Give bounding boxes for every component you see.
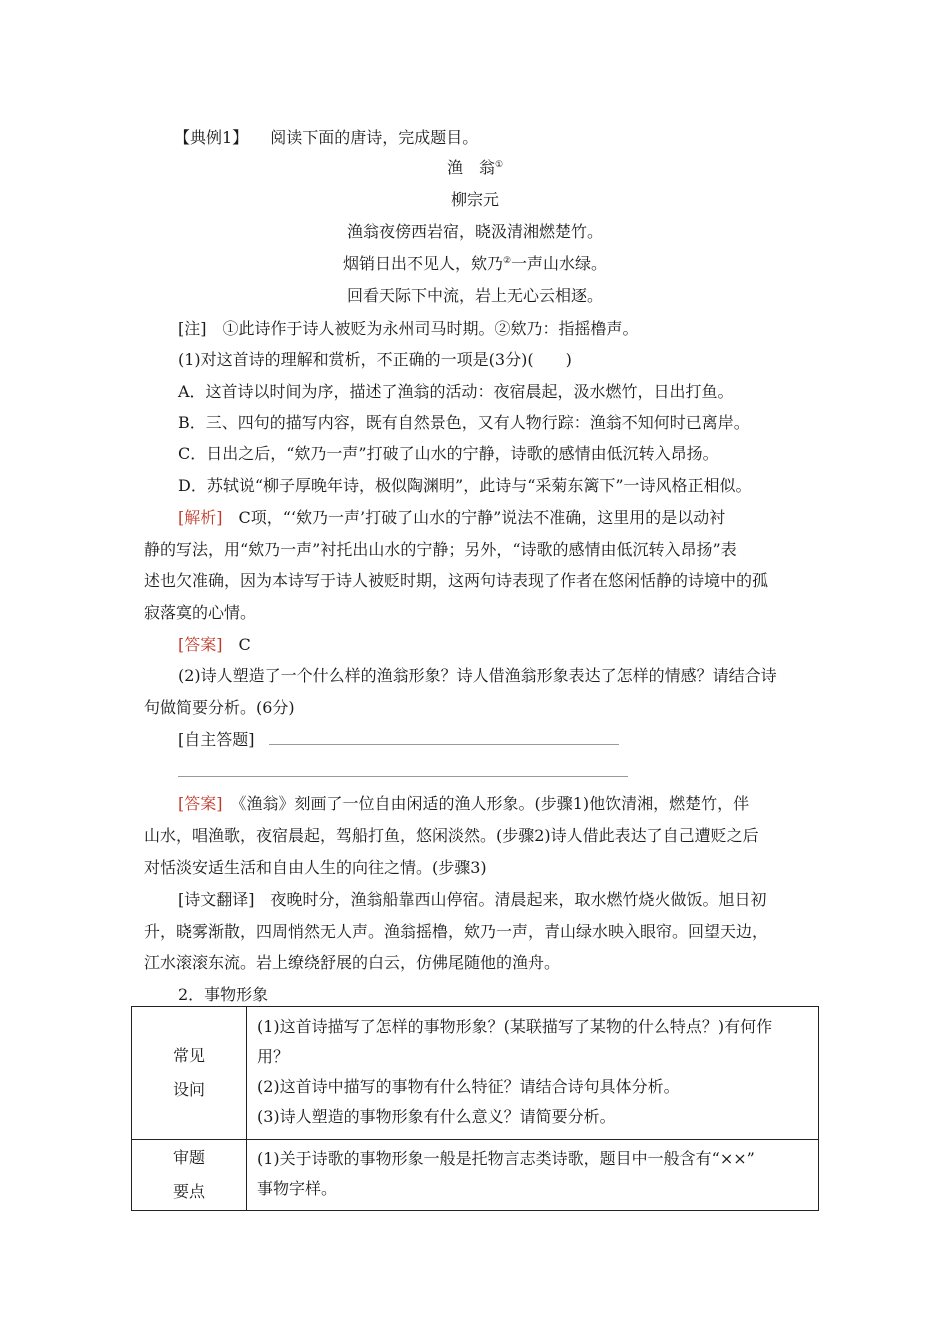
example-instruction: 阅读下面的唐诗，完成题目。: [270, 128, 479, 147]
translation-line: 升，晓雾渐散，四周悄然无人声。渔翁摇橹，欸乃一声，青山绿水映入眼帘。回望天边，: [144, 922, 769, 941]
footnote-marker: ②: [502, 256, 512, 266]
q1-option-a: A．这首诗以时间为序，描述了渔翁的活动：夜宿晨起，汲水燃竹，日出打鱼。: [178, 382, 734, 401]
answer-label: [答案]: [178, 635, 223, 654]
translation-line: 江水滚滚东流。岩上缭绕舒展的白云，仿佛尾随他的渔舟。: [144, 953, 561, 972]
poem-line-1: 渔翁夜傍西岩宿，晓汲清湘燃楚竹。: [346, 222, 603, 241]
q1-stem: (1)对这首诗的理解和赏析，不正确的一项是(3分)( ): [178, 350, 572, 369]
table-item: (3)诗人塑造的事物形象有什么意义？请简要分析。: [257, 1107, 616, 1126]
translation-line: [诗文翻译] 夜晚时分，渔翁船靠西山停宿。清晨起来，取水燃竹烧火做饭。旭日初: [178, 890, 767, 909]
row-body: [247, 1007, 819, 1140]
example-header: [174, 127, 478, 149]
row-head: 审题 要点: [132, 1140, 247, 1211]
q1-analysis-line: 静的写法，用“欸乃一声”衬托出山水的宁静；另外，“诗歌的感情由低沉转入昂扬”表: [144, 540, 737, 559]
row-head: 常见 设问: [132, 1007, 247, 1140]
table-item: (2)这首诗中描写的事物有什么特征？请结合诗句具体分析。: [257, 1077, 680, 1096]
self-answer-row: [178, 729, 619, 751]
table-item: 用？: [257, 1047, 290, 1066]
q2-answer-line: [答案] 《渔翁》刻画了一位自由闲适的渔人形象。(步骤1)他饮清湘，燃楚竹，伴: [178, 794, 750, 813]
self-answer-label: [自主答题]: [178, 730, 255, 749]
q1-analysis-line: 述也欠准确，因为本诗写于诗人被贬时期，这两句诗表现了作者在悠闲恬静的诗境中的孤: [144, 571, 769, 590]
q2-stem-line: 句做简要分析。(6分): [144, 698, 295, 717]
answer-blank-line[interactable]: [178, 762, 628, 777]
section-heading: 2．事物形象: [178, 985, 269, 1004]
info-table: [131, 1006, 819, 1211]
answer-blank-line[interactable]: [269, 730, 619, 745]
row-body: [247, 1140, 819, 1211]
q1-analysis-line: 寂落寞的心情。: [144, 603, 257, 622]
example-tag: 【典例1】: [174, 128, 249, 147]
poem-title: 渔 翁①: [446, 158, 504, 177]
q1-option-d: D．苏轼说“柳子厚晚年诗，极似陶渊明”，此诗与“采菊东篱下”一诗风格正相似。: [178, 476, 752, 495]
q1-option-b: B．三、四句的描写内容，既有自然景色，又有人物行踪：渔翁不知何时已离岸。: [178, 413, 750, 432]
poem-line-2: 烟销日出不见人，欸乃②一声山水绿。: [342, 254, 608, 273]
q2-answer-line: 对恬淡安适生活和自由人生的向往之情。(步骤3): [144, 858, 487, 877]
table-item: (1)关于诗歌的事物形象一般是托物言志类诗歌，题目中一般含有“××”: [257, 1149, 755, 1168]
table-row: [132, 1007, 819, 1140]
analysis-label: [解析]: [178, 508, 223, 527]
q2-stem-line: (2)诗人塑造了一个什么样的渔翁形象？诗人借渔翁形象表达了怎样的情感？请结合诗: [178, 666, 777, 685]
answer-label: [答案]: [178, 794, 223, 813]
table-item: (1)这首诗描写了怎样的事物形象？(某联描写了某物的什么特点？)有何作: [257, 1017, 773, 1036]
poem-author: 柳宗元: [450, 190, 499, 209]
q2-answer-line: 山水，唱渔歌，夜宿晨起，驾船打鱼，悠闲淡然。(步骤2)诗人借此表达了自己遭贬之后: [144, 826, 759, 845]
q1-answer: [答案] C: [178, 635, 251, 654]
table-item: 事物字样。: [257, 1179, 338, 1198]
q1-analysis-line: [解析] C项，“‘欸乃一声’打破了山水的宁静”说法不准确，这里用的是以动衬: [178, 508, 726, 527]
footnote-marker: ①: [494, 160, 504, 170]
q1-option-c: C．日出之后，“欸乃一声”打破了山水的宁静，诗歌的感情由低沉转入昂扬。: [178, 444, 719, 463]
translation-label: [诗文翻译]: [178, 890, 255, 909]
table-row: [132, 1140, 819, 1211]
poem-note: [注] ①此诗作于诗人被贬为永州司马时期。②欸乃：指摇橹声。: [178, 319, 639, 338]
poem-line-3: 回看天际下中流，岩上无心云相逐。: [346, 286, 603, 305]
